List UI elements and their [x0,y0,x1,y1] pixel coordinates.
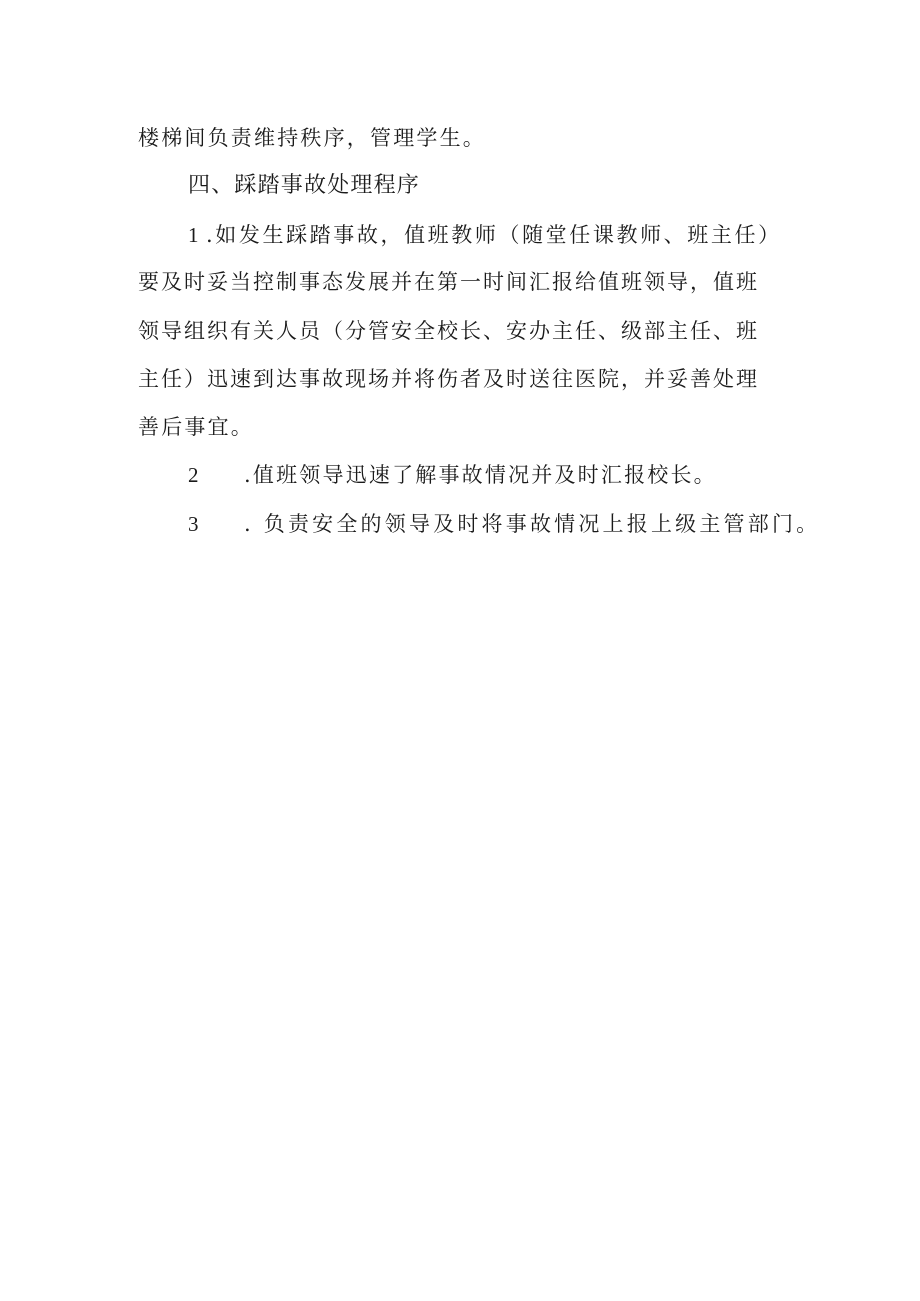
item-1-line-1: .如发生踩踏事故，值班教师（随堂任课教师、班主任） [206,223,782,247]
item-1-number: 1 [188,223,199,247]
item-2-text: .值班领导迅速了解事故情况并及时汇报校长。 [244,463,717,487]
item-3-number: 3 [188,512,199,536]
item-1-line-3: 领导组织有关人员（分管安全校长、安办主任、级部主任、班 [138,319,759,343]
continuation-line: 楼梯间负责维持秩序，管理学生。 [138,126,486,150]
item-1-line-4: 主任）迅速到达事故现场并将伤者及时送往医院，并妥善处理 [138,367,759,391]
item-1-line-2: 要及时妥当控制事态发展并在第一时间汇报给值班领导，值班 [138,270,759,294]
item-2-number: 2 [188,463,199,487]
item-3-text: . 负责安全的领导及时将事故情况上报上级主管部门。 [244,512,821,536]
item-1-line-5: 善后事宜。 [138,415,254,439]
section-heading: 四、踩踏事故处理程序 [188,173,421,198]
